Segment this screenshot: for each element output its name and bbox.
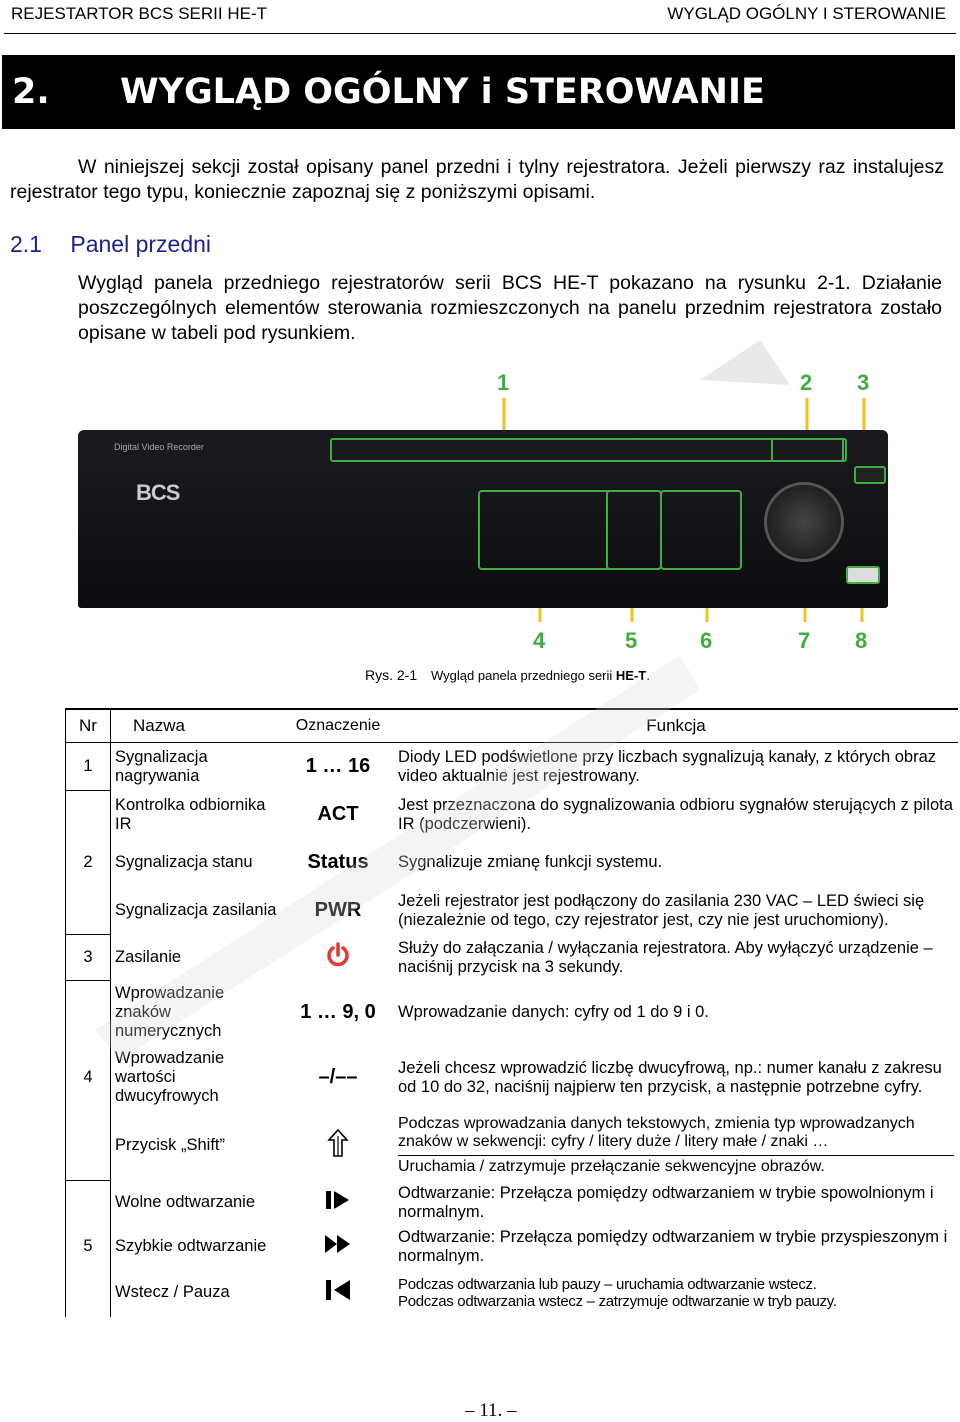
- page-number-value: 11.: [479, 1400, 503, 1421]
- callout-3: 3: [857, 370, 870, 395]
- table-header-row: [66, 709, 959, 743]
- row-name: Kontrolka odbiornika IR: [115, 795, 266, 833]
- row-sym: 1 … 16: [305, 755, 371, 778]
- shift-icon: [327, 1128, 349, 1158]
- section-paragraph: Wygląd panela przedniego rejestratorów serii BCS HE-T pokazano na rysunku 2-1. Działanie poszczególnych elementów sterowania rozmieszczonych na panelu przednim rejestratora zostało opisane w tabeli pod rysunkiem.: [78, 272, 942, 344]
- jog-shuttle-dial: [764, 482, 844, 562]
- callout-5: 5: [625, 628, 638, 653]
- row-name: Szybkie odtwarzanie: [115, 1237, 267, 1255]
- slow-play-icon: [323, 1188, 353, 1212]
- row-function: Diody LED podświetlone przy liczbach sygnalizują kanały, z których obraz video aktualnie jest rejestrowany.: [398, 747, 937, 785]
- row-sym: 1 … 9, 0: [300, 1001, 376, 1023]
- table-row: [66, 1111, 959, 1181]
- shift-function-text: Podczas wprowadzania danych tekstowych, zmienia typ wprowadzanych znaków w sekwencji: cyfry / litery duże / litery małe / znaki …: [398, 1115, 915, 1150]
- table-row: [66, 981, 959, 1045]
- row-function: Służy do załączania / wyłączania rejestratora. Aby wyłączyć urządzenie – naciśnij przycisk na 3 sekundy.: [398, 938, 933, 976]
- row-name: Sygnalizacja zasilania: [115, 901, 277, 919]
- row-name: Sygnalizacja stanu: [115, 853, 253, 871]
- section-title: Panel przedni: [70, 231, 212, 257]
- callout-7: 7: [798, 628, 811, 653]
- callout-8: 8: [855, 628, 868, 653]
- numeric-keys: [606, 490, 662, 570]
- table-row: [66, 935, 959, 981]
- table-row: [66, 743, 959, 791]
- row-name: Sygnalizacja nagrywania: [115, 747, 208, 785]
- led-indicator-strip: [330, 438, 844, 462]
- row-name: Wprowadzanie znaków numerycznych: [115, 984, 225, 1040]
- row-nr: 2: [66, 839, 111, 887]
- table-row: [66, 1045, 959, 1111]
- power-icon: [325, 942, 351, 968]
- controls-table: [65, 708, 958, 1317]
- intro-paragraph: W niniejszej sekcji został opisany panel przedni i tylny rejestratora. Jeżeli pierwszy raz instalujesz rejestrator tego typu, koniecznie zapoznaj się z poniższymi opisami.: [10, 156, 944, 203]
- chapter-title: WYGLĄD OGÓLNY i STEROWANIE: [120, 72, 765, 112]
- caption-bold: HE-T: [615, 668, 647, 683]
- caption-end: .: [646, 667, 651, 683]
- row-nr: [66, 1269, 111, 1317]
- row-nr: 3: [66, 935, 111, 981]
- row-sym: –/––: [318, 1066, 358, 1088]
- row-sym: [282, 1181, 394, 1225]
- header-name: Nazwa: [111, 709, 283, 743]
- row-sym: ACT: [317, 803, 359, 825]
- row-name: Zasilanie: [115, 948, 182, 966]
- row-sym: [282, 1111, 394, 1181]
- header-sym: Oznaczenie: [282, 709, 394, 743]
- row-nr: [66, 887, 111, 935]
- table-row: [66, 887, 959, 935]
- row-nr: [66, 791, 111, 839]
- table-row: [66, 1269, 959, 1317]
- section-heading: [10, 231, 211, 258]
- row-name: Wolne odtwarzanie: [115, 1193, 256, 1211]
- row-sym: [282, 935, 394, 981]
- panel-label: Digital Video Recorder: [114, 442, 204, 452]
- row-name: Wprowadzanie wartości dwucyfrowych: [115, 1049, 225, 1105]
- row-sym: PWR: [314, 899, 362, 921]
- callout-1: 1: [497, 370, 510, 395]
- status-led-group: [771, 438, 847, 462]
- fast-forward-icon: [323, 1232, 353, 1256]
- front-panel-figure: [78, 360, 898, 660]
- header-rule: [4, 33, 956, 34]
- playback-keys: [660, 490, 742, 570]
- figure-caption: [365, 667, 650, 683]
- row-nr: 4: [66, 1045, 111, 1111]
- row-function: Odtwarzanie: Przełącza pomiędzy odtwarzaniem w trybie przyspieszonym i normalnym.: [398, 1227, 948, 1265]
- row-function: Wprowadzanie danych: cyfry od 1 do 9 i 0.: [398, 1003, 709, 1021]
- table-row: [66, 791, 959, 839]
- section-number: 2.1: [10, 231, 42, 257]
- table-row: [66, 1181, 959, 1225]
- row-name: Wstecz / Pauza: [115, 1283, 230, 1301]
- row-sym: [282, 1225, 394, 1269]
- caption-number: Rys. 2-1: [365, 667, 418, 683]
- rewind-pause-icon: [323, 1277, 353, 1303]
- row-sym: Status: [307, 851, 369, 873]
- rewind-function-text-2: Podczas odtwarzania wstecz – zatrzymuje odtwarzanie w tryb pauzy.: [398, 1292, 837, 1310]
- shift-function-text-2: Uruchamia / zatrzymuje przełączanie sekwencyjne obrazów.: [398, 1155, 954, 1176]
- row-nr: 1: [66, 743, 111, 791]
- rewind-function-text: Podczas odtwarzania lub pauzy – uruchamia odtwarzanie wstecz.: [398, 1275, 817, 1293]
- callout-4: 4: [533, 628, 546, 653]
- page-number: – 11. –: [465, 1400, 517, 1421]
- row-nr: [66, 1111, 111, 1181]
- row-function: Sygnalizuje zmianę funkcji systemu.: [398, 853, 663, 871]
- header-nr: Nr: [66, 709, 111, 743]
- row-function: [394, 1269, 958, 1317]
- dvr-front-panel: [78, 430, 888, 608]
- row-name: Przycisk „Shift”: [115, 1136, 226, 1154]
- header-function: Funkcja: [394, 709, 958, 743]
- callout-6: 6: [700, 628, 713, 653]
- row-function: Jeżeli chcesz wprowadzić liczbę dwucyfrową, np.: numer kanału z zakresu od 10 do 32, naciśnij najpierw ten przycisk, a następnie potrzebne cyfry.: [398, 1058, 942, 1096]
- running-header-left: REJESTARTOR BCS SERII HE-T: [11, 4, 267, 23]
- chapter-title-band: [2, 55, 955, 129]
- brand-logo: BCS: [136, 480, 180, 505]
- chapter-number: 2.: [12, 72, 50, 112]
- table-row: [66, 839, 959, 887]
- table-row: [66, 1225, 959, 1269]
- row-function: Odtwarzanie: Przełącza pomiędzy odtwarzaniem w trybie spowolnionym i normalnym.: [398, 1183, 934, 1221]
- row-nr: [66, 1181, 111, 1225]
- row-function: Jeżeli rejestrator jest podłączony do zasilania 230 VAC – LED świeci się (niezależnie od tego, czy rejestrator jest, czy nie jest uruchomiony).: [398, 891, 925, 929]
- row-function: [394, 1111, 958, 1181]
- row-nr: 5: [66, 1225, 111, 1269]
- caption-text: Wygląd panela przedniego serii: [431, 668, 616, 683]
- running-header-right: WYGLĄD OGÓLNY I STEROWANIE: [667, 4, 946, 23]
- row-sym: [282, 1269, 394, 1317]
- power-button: [854, 466, 886, 484]
- callout-2: 2: [800, 370, 813, 395]
- row-function: Jest przeznaczona do sygnalizowania odbioru sygnałów sterujących z pilota IR (podczerwieni).: [398, 795, 953, 833]
- row-nr: [66, 981, 111, 1045]
- usb-port: [846, 566, 880, 584]
